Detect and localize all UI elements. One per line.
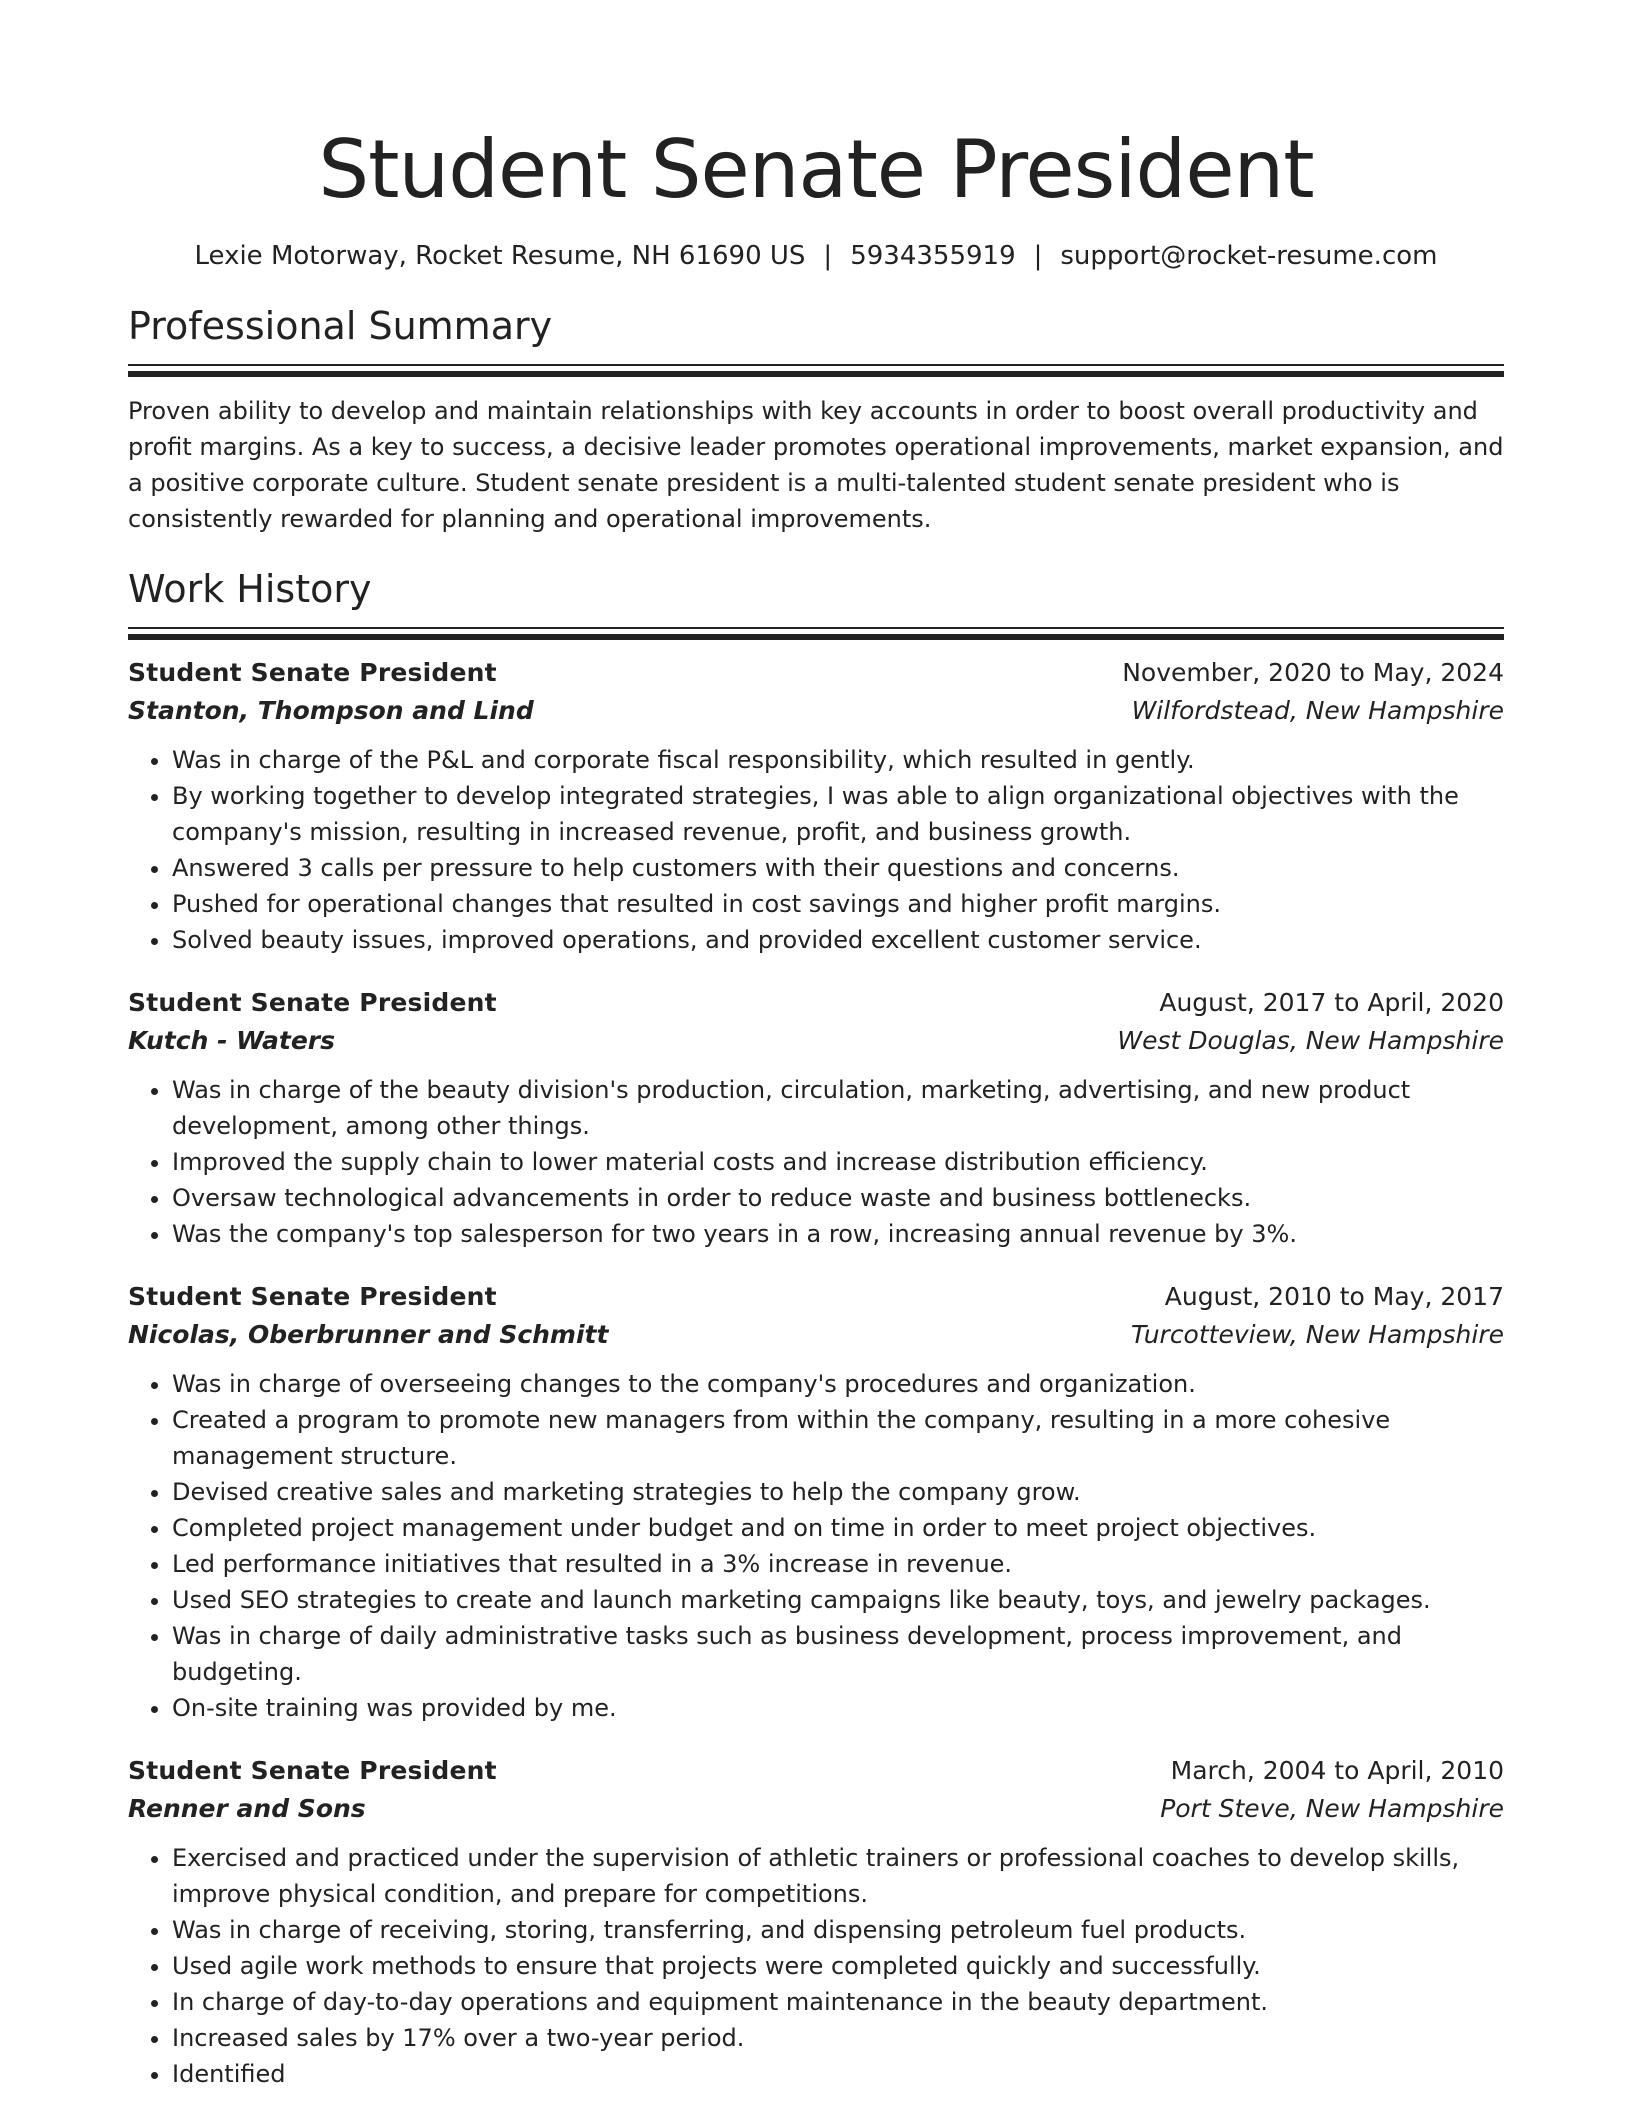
contact-line <box>128 240 1504 272</box>
summary-heading: Professional Summary <box>128 304 553 348</box>
job-header-row <box>128 1278 1504 1316</box>
job-bullet: • Oversaw technological advancements in order to reduce waste and business bottlenecks. <box>172 1180 1504 1216</box>
job-company: Stanton, Thompson and Lind <box>128 696 534 725</box>
contact-separator: | <box>1033 241 1043 271</box>
job-bullet: • Was in charge of overseeing changes to the company's procedures and organization. <box>172 1366 1504 1402</box>
job-bullet: • Used SEO strategies to create and launch marketing campaigns like beauty, toys, and jewelry packages. <box>172 1582 1504 1618</box>
job-bullet: • Exercised and practiced under the supervision of athletic trainers or professional coaches to develop skills, improve physical condition, and prepare for competitions. <box>172 1840 1504 1912</box>
job-entry <box>128 1752 1504 2092</box>
job-dates: November, 2020 to May, 2024 <box>1122 658 1504 687</box>
work-history-section <box>128 565 1504 2092</box>
section-divider <box>128 364 1504 366</box>
resume-title: Student Senate President <box>318 123 1314 216</box>
contact-address: Lexie Motorway, Rocket Resume, NH 61690 US <box>194 241 806 271</box>
job-location: Port Steve, New Hampshire <box>1160 1794 1504 1823</box>
job-bullet-list <box>128 1840 1504 2092</box>
job-bullet: • On-site training was provided by me. <box>172 1690 1504 1726</box>
job-location: Wilfordstead, New Hampshire <box>1131 696 1504 725</box>
job-bullet: • Increased sales by 17% over a two-year period. <box>172 2020 1504 2056</box>
summary-section <box>128 302 1504 537</box>
job-entry <box>128 1278 1504 1726</box>
job-bullet: • Solved beauty issues, improved operations, and provided excellent customer service. <box>172 922 1504 958</box>
job-bullet: • Was in charge of daily administrative tasks such as business development, process improvement, and budgeting. <box>172 1618 1504 1690</box>
job-bullet: • Pushed for operational changes that resulted in cost savings and higher profit margins. <box>172 886 1504 922</box>
job-bullet: • Created a program to promote new managers from within the company, resulting in a more cohesive management structure. <box>172 1402 1504 1474</box>
job-header-row <box>128 1752 1504 1790</box>
work-history-heading: Work History <box>128 567 372 611</box>
job-bullet: • In charge of day-to-day operations and equipment maintenance in the beauty department. <box>172 1984 1504 2020</box>
job-bullet: • Was in charge of the beauty division's production, circulation, marketing, advertising, and new product development, among other things. <box>172 1072 1504 1144</box>
job-entry <box>128 984 1504 1252</box>
job-bullet-list <box>128 742 1504 958</box>
job-entry <box>128 654 1504 958</box>
section-divider <box>128 627 1504 629</box>
job-header-row <box>128 984 1504 1022</box>
contact-phone: 5934355919 <box>850 241 1016 271</box>
job-bullet: • By working together to develop integrated strategies, I was able to align organizational objectives with the company's mission, resulting in increased revenue, profit, and business growth. <box>172 778 1504 850</box>
job-bullet-list <box>128 1366 1504 1726</box>
job-company-row <box>128 1022 1504 1060</box>
job-dates: August, 2017 to April, 2020 <box>1159 988 1504 1017</box>
job-company-row <box>128 1790 1504 1828</box>
job-bullet: • Improved the supply chain to lower material costs and increase distribution efficiency. <box>172 1144 1504 1180</box>
contact-separator: | <box>823 241 833 271</box>
job-bullet: • Was the company's top salesperson for two years in a row, increasing annual revenue by 3%. <box>172 1216 1504 1252</box>
job-bullet-list <box>128 1072 1504 1252</box>
summary-text: Proven ability to develop and maintain relationships with key accounts in order to boost overall productivity and profit margins. As a key to success, a decisive leader promotes operational improvements, market expansion, and a positive corporate culture. Student senate president is a multi-talented student senate president who is consistently rewarded for planning and operational improvements. <box>128 397 1504 533</box>
job-list <box>128 654 1504 2092</box>
job-title: Student Senate President <box>128 658 497 687</box>
job-company: Renner and Sons <box>128 1794 366 1823</box>
contact-email: support@rocket-resume.com <box>1060 241 1438 271</box>
job-bullet: • Identified <box>172 2056 1504 2092</box>
job-bullet: • Was in charge of receiving, storing, transferring, and dispensing petroleum fuel products. <box>172 1912 1504 1948</box>
job-location: Turcotteview, New Hampshire <box>1130 1320 1504 1349</box>
job-bullet: • Completed project management under budget and on time in order to meet project objectives. <box>172 1510 1504 1546</box>
job-dates: March, 2004 to April, 2010 <box>1170 1756 1504 1785</box>
job-title: Student Senate President <box>128 1756 497 1785</box>
job-bullet: • Led performance initiatives that resulted in a 3% increase in revenue. <box>172 1546 1504 1582</box>
job-company-row <box>128 1316 1504 1354</box>
job-bullet: • Devised creative sales and marketing strategies to help the company grow. <box>172 1474 1504 1510</box>
job-company-row <box>128 692 1504 730</box>
job-header-row <box>128 654 1504 692</box>
job-dates: August, 2010 to May, 2017 <box>1164 1282 1504 1311</box>
job-location: West Douglas, New Hampshire <box>1117 1026 1504 1055</box>
job-title: Student Senate President <box>128 988 497 1017</box>
job-company: Kutch - Waters <box>128 1026 336 1055</box>
job-bullet: • Was in charge of the P&L and corporate fiscal responsibility, which resulted in gently. <box>172 742 1504 778</box>
section-divider-thick <box>128 634 1504 640</box>
job-title: Student Senate President <box>128 1282 497 1311</box>
job-company: Nicolas, Oberbrunner and Schmitt <box>128 1320 609 1349</box>
job-bullet: • Used agile work methods to ensure that projects were completed quickly and successfully. <box>172 1948 1504 1984</box>
section-divider-thick <box>128 371 1504 377</box>
job-bullet: • Answered 3 calls per pressure to help customers with their questions and concerns. <box>172 850 1504 886</box>
resume-page <box>128 0 1504 2092</box>
